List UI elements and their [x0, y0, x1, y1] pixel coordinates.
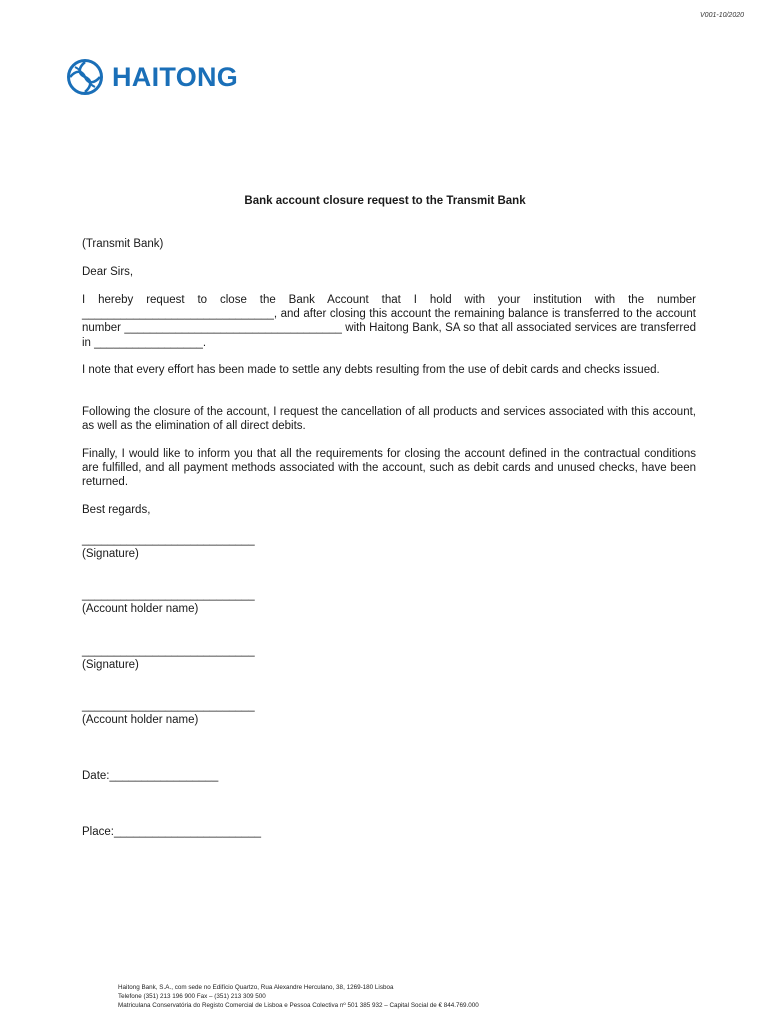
footer-phone: Telefone (351) 213 196 900 Fax – (351) 213 309 500 — [118, 993, 266, 1000]
page-title: Bank account closure request to the Transmit Bank — [244, 195, 526, 207]
place-field[interactable]: Place:_______________________ — [82, 826, 262, 838]
footer — [118, 983, 479, 1010]
footer-registry: Matriculana Conservatória do Registo Comercial de Lisboa e Pessoa Colectiva nº 501 385 932 – Capital Social de € 844.769.000 — [118, 1002, 479, 1009]
account-holder-block-1 — [82, 588, 255, 616]
signature-block-1 — [82, 533, 255, 561]
signature-block-2 — [82, 644, 255, 672]
haitong-logo — [66, 58, 238, 96]
version-code: V001-10/2020 — [700, 12, 744, 19]
account-holder-label: (Account holder name) — [82, 714, 199, 726]
account-holder-label: (Account holder name) — [82, 603, 199, 615]
recipient: (Transmit Bank) — [82, 238, 164, 250]
account-holder-block-2 — [82, 699, 255, 727]
logo-text: HAITONG — [112, 61, 239, 92]
paragraph-request: I hereby request to close the Bank Account that I hold with your institution with the number ______________________________, and after closing this account the remaining balance is transferred to the account number __________________________________ with Haitong Bank, SA so that all associated services are transferred in _________________. — [82, 294, 696, 349]
closing: Best regards, — [82, 504, 151, 516]
account-holder-line[interactable]: ___________________________ — [82, 700, 255, 712]
footer-address: Haitong Bank, S.A., com sede no Edifício Quartzo, Rua Alexandre Herculano, 38, 1269-180 Lisboa — [118, 984, 394, 991]
date-field[interactable]: Date:_________________ — [82, 770, 219, 782]
account-holder-line[interactable]: ___________________________ — [82, 589, 255, 601]
paragraph-debts: I note that every effort has been made to settle any debts resulting from the use of debit cards and checks issued. — [82, 364, 660, 376]
haitong-emblem-icon — [66, 58, 104, 96]
signature-line[interactable]: ___________________________ — [82, 534, 255, 546]
signature-label: (Signature) — [82, 548, 139, 560]
signature-line[interactable]: ___________________________ — [82, 645, 255, 657]
paragraph-cancellation: Following the closure of the account, I request the cancellation of all products and services associated with this account, as well as the elimination of all direct debits. — [82, 406, 696, 433]
signature-label: (Signature) — [82, 659, 139, 671]
paragraph-requirements: Finally, I would like to inform you that all the requirements for closing the account defined in the contractual conditions are fulfilled, and all payment methods associated with the account, such as debit cards and unused checks, have been returned. — [82, 448, 696, 489]
salutation: Dear Sirs, — [82, 266, 134, 278]
